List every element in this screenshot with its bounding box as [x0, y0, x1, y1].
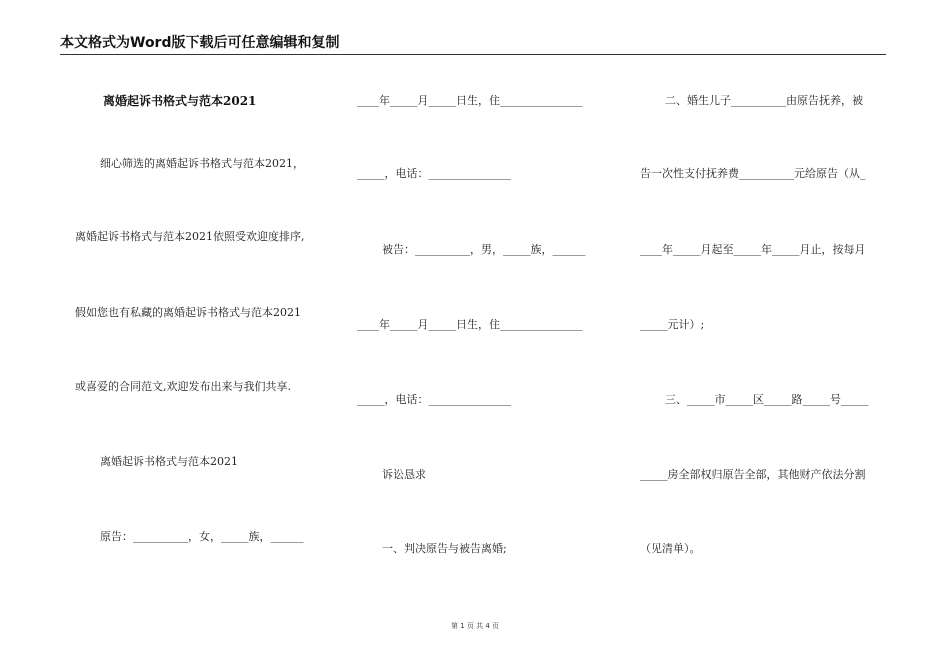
claim-item: 三、_____市_____区_____路_____号_____	[665, 393, 869, 406]
text-column-1	[60, 0, 330, 672]
paragraph-line: ____年_____月起至_____年_____月止，按每月	[640, 243, 866, 256]
paragraph-line: ____年_____月_____日生，住_______________	[357, 94, 583, 107]
paragraph-line: ____年_____月_____日生，住_______________	[357, 318, 583, 331]
paragraph-line: （见清单）。	[640, 542, 701, 555]
paragraph-line: _____，电话：_______________	[357, 167, 511, 180]
header-text: 本文格式为Word版下载后可任意编辑和复制	[60, 35, 340, 51]
paragraph-line: _____，电话：_______________	[357, 393, 511, 406]
claim-item: 二、婚生儿子__________由原告抚养，被	[665, 94, 863, 107]
paragraph-line: 离婚起诉书格式与范本2021依照受欢迎度排序,	[75, 230, 305, 243]
section-heading: 诉讼恳求	[382, 468, 426, 481]
section-heading: 离婚起诉书格式与范本2021	[100, 455, 238, 468]
paragraph-line: _____元计）;	[640, 318, 705, 331]
paragraph-line: 告一次性支付抚养费__________元给原告（从_	[640, 167, 866, 180]
claim-item: 一、判决原告与被告离婚;	[382, 542, 507, 555]
defendant-line: 被告：__________，男，_____族，______	[382, 243, 586, 256]
text-column-3	[635, 0, 895, 672]
paragraph-line: _____房全部权归原告全部，其他财产依法分割	[640, 468, 866, 481]
page-number-footer: 第 1 页 共 4 页	[450, 622, 500, 630]
paragraph-line: 或喜爱的合同范文,欢迎发布出来与我们共享.	[75, 380, 291, 393]
text-column-2	[350, 0, 620, 672]
paragraph-line: 细心筛选的离婚起诉书格式与范本2021，	[100, 157, 304, 170]
plaintiff-line: 原告：__________，女，_____族，______	[100, 530, 304, 543]
document-title: 离婚起诉书格式与范本2021	[103, 94, 257, 108]
paragraph-line: 假如您也有私藏的离婚起诉书格式与范本2021	[75, 306, 301, 319]
